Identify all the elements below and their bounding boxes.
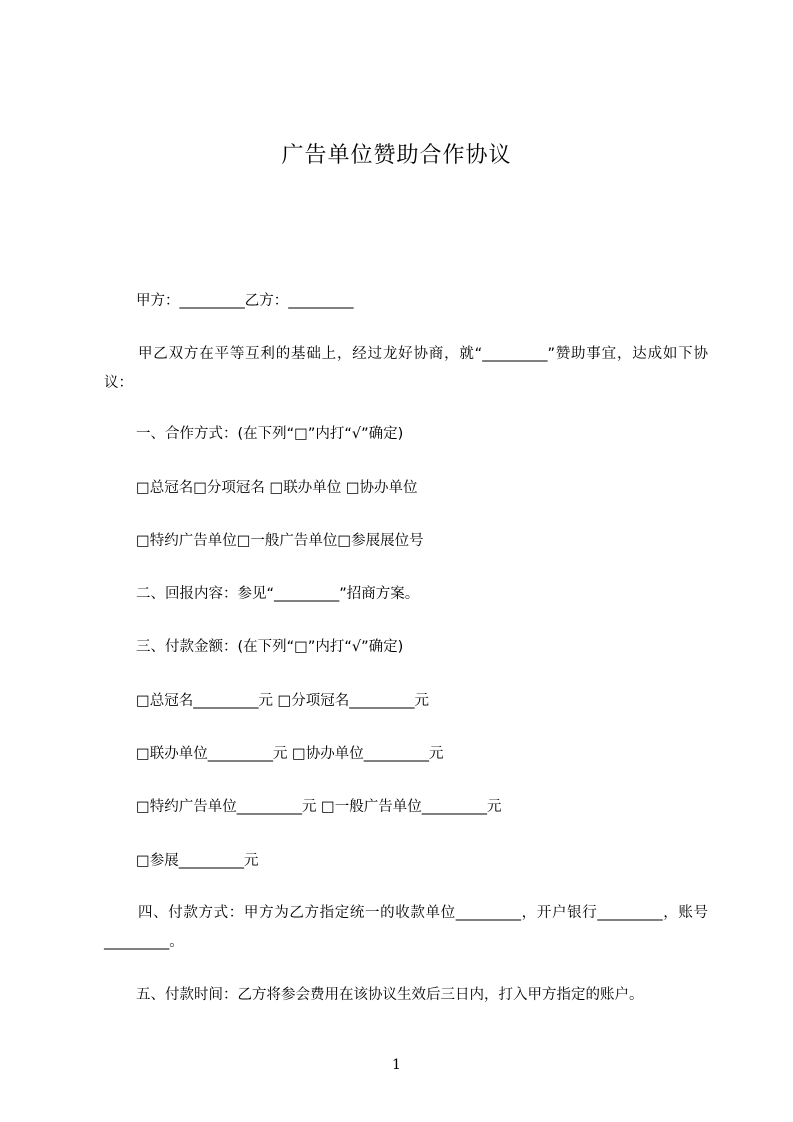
document-title: 广告单位赞助合作协议 bbox=[281, 143, 512, 168]
intro-paragraph: 甲乙双方在平等互利的基础上，经过龙好协商，就“_________”赞助事宜，达成如下协议： bbox=[104, 346, 708, 391]
section2-text: 二、回报内容：参见“_________”招商方案。 bbox=[136, 586, 420, 602]
section1-heading: 一、合作方式：(在下列“□”内打“√”确定) bbox=[136, 426, 404, 442]
section3-row3: □特约广告单位_________元 □一般广告单位_________元 bbox=[136, 799, 502, 815]
page-number: 1 bbox=[392, 1057, 401, 1073]
section1-options-row2: □特约广告单位□一般广告单位□参展展位号 bbox=[136, 533, 424, 549]
section4-paragraph: 四、付款方式：甲方为乙方指定统一的收款单位_________，开户银行_________，账号_________。 bbox=[104, 905, 708, 950]
section5-text: 五、付款时间：乙方将参会费用在该协议生效后三日内，打入甲方指定的账户。 bbox=[136, 987, 644, 1003]
section1-options-row1: □总冠名□分项冠名 □联办单位 □协办单位 bbox=[136, 480, 418, 496]
section3-row2: □联办单位_________元 □协办单位_________元 bbox=[136, 746, 444, 762]
parties-line: 甲方：_________乙方：_________ bbox=[136, 293, 354, 309]
section3-heading: 三、付款金额：(在下列“□”内打“√”确定) bbox=[136, 639, 404, 655]
section3-row1: □总冠名_________元 □分项冠名_________元 bbox=[136, 693, 430, 709]
section3-row4: □参展_________元 bbox=[136, 853, 259, 869]
